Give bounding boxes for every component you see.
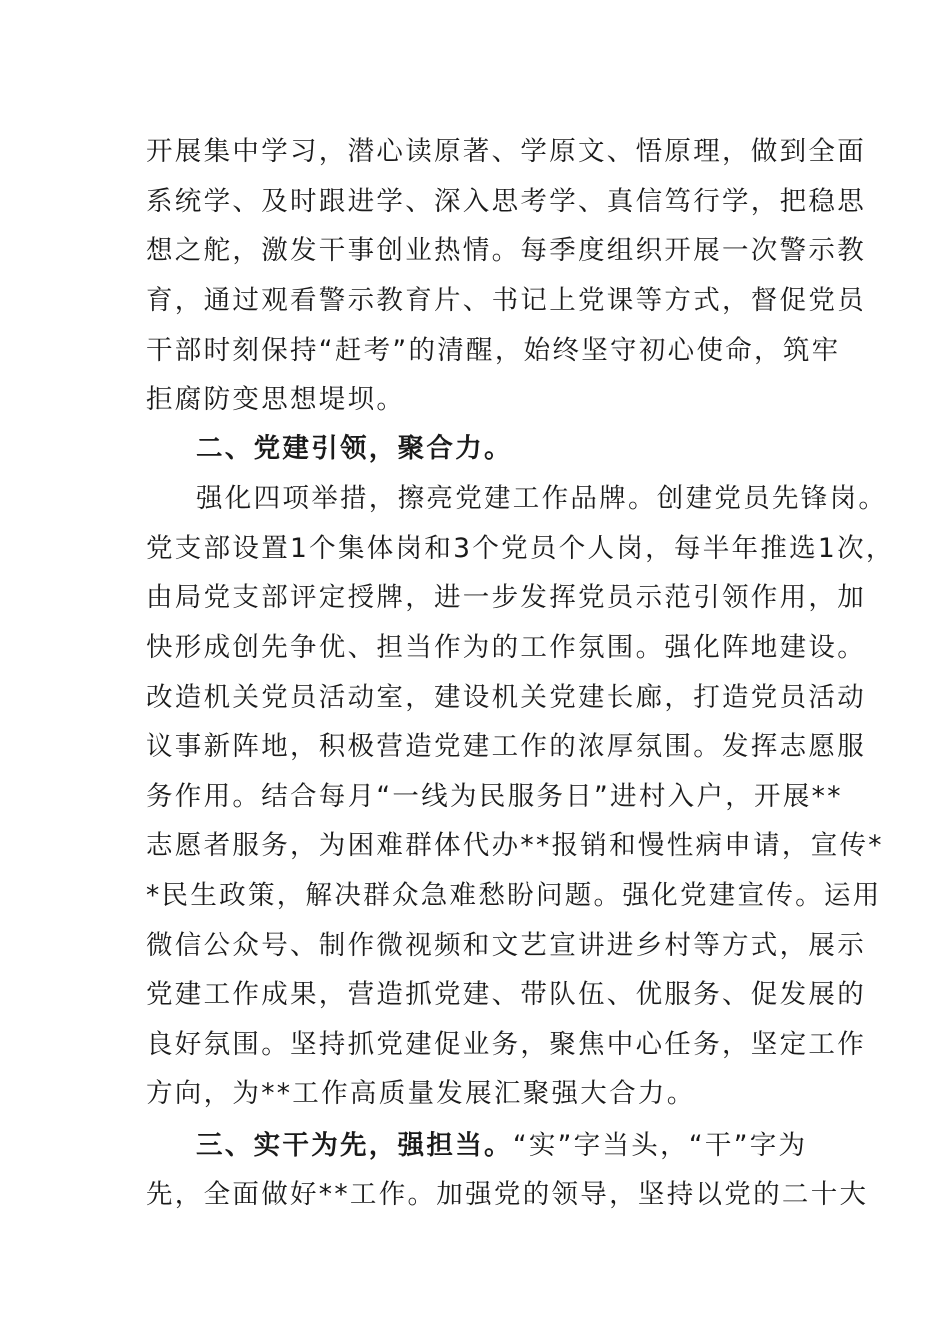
paragraph-line: 开展集中学习，潜心读原著、学原文、悟原理，做到全面 [146, 136, 866, 167]
paragraph-line: 党支部设置1个集体岗和3个党员个人岗，每半年推选1次， [146, 533, 895, 564]
paragraph-line: 微信公众号、制作微视频和文艺宣讲进乡村等方式，展示 [146, 930, 866, 961]
paragraph-text: “实”字当头，“干”字为 [512, 1130, 808, 1161]
paragraph-line: 先，全面做好**工作。加强党的领导，坚持以党的二十大 [146, 1179, 869, 1210]
paragraph-line: 拒腐防变思想堤坝。 [146, 384, 406, 415]
paragraph-line: 改造机关党员活动室，建设机关党建长廊，打造党员活动 [146, 682, 866, 713]
paragraph-line: 快形成创先争优、担当作为的工作氛围。强化阵地建设。 [146, 632, 866, 663]
paragraph-line: *民生政策，解决群众急难愁盼问题。强化党建宣传。运用 [146, 880, 882, 911]
paragraph-line: 想之舵，激发干事创业热情。每季度组织开展一次警示教 [146, 235, 866, 266]
paragraph-line: 良好氛围。坚持抓党建促业务，聚焦中心任务，坚定工作 [146, 1029, 866, 1060]
paragraph-line: 系统学、及时跟进学、深入思考学、真信笃行学，把稳思 [146, 186, 866, 217]
paragraph-line: 议事新阵地，积极营造党建工作的浓厚氛围。发挥志愿服 [146, 731, 866, 762]
section-heading-line [196, 1121, 807, 1171]
section-heading: 二、党建引领，聚合力。 [196, 433, 513, 464]
paragraph-line: 务作用。结合每月“一线为民服务日”进村入户，开展** [146, 781, 843, 812]
paragraph-line: 党建工作成果，营造抓党建、带队伍、优服务、促发展的 [146, 979, 866, 1010]
paragraph-line: 由局党支部评定授牌，进一步发挥党员示范引领作用，加 [146, 582, 866, 613]
paragraph-line: 方向，为**工作高质量发展汇聚强大合力。 [146, 1078, 696, 1109]
paragraph-line: 干部时刻保持“赶考”的清醒，始终坚守初心使命，筑牢 [146, 335, 841, 366]
section-heading: 三、实干为先，强担当。 [196, 1130, 513, 1161]
paragraph-line: 志愿者服务，为困难群体代办**报销和慢性病申请，宣传* [146, 830, 884, 861]
paragraph-line: 强化四项举措，擦亮党建工作品牌。创建党员先锋岗。 [196, 483, 888, 514]
paragraph-line: 育，通过观看警示教育片、书记上党课等方式，督促党员 [146, 285, 866, 316]
